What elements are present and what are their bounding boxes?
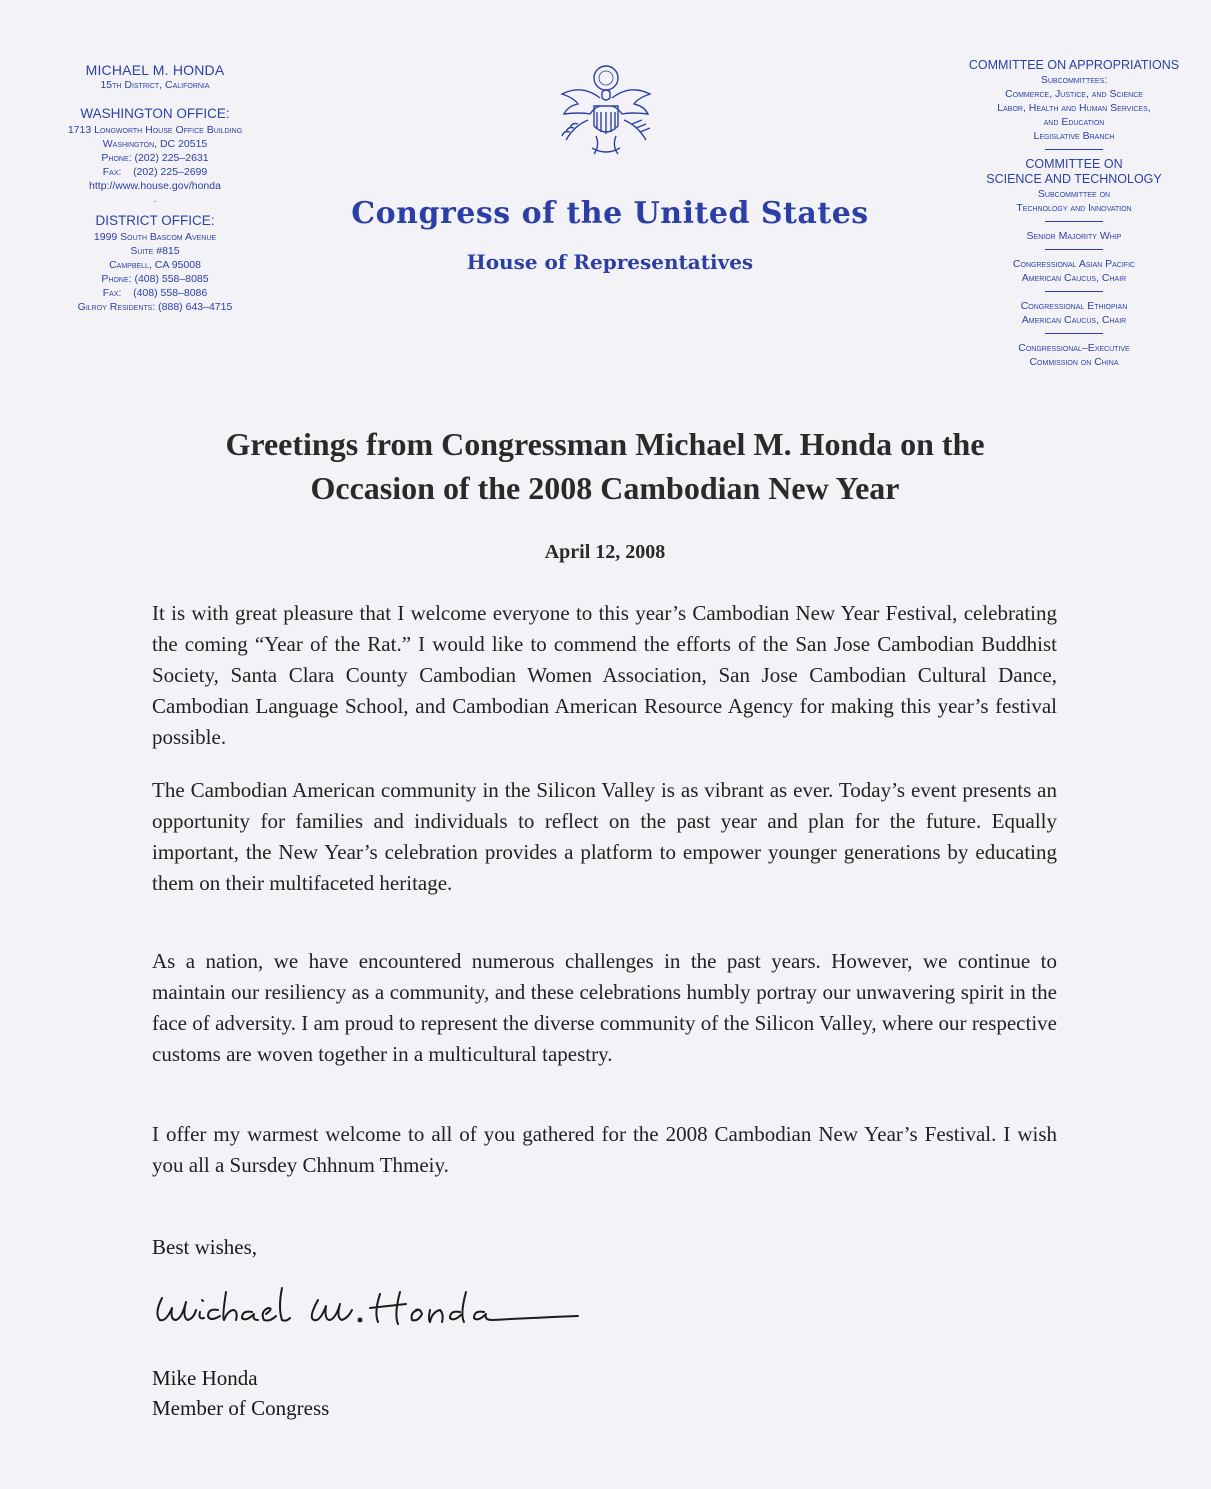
committee-sub-line: Technology and Innovation — [1016, 202, 1132, 214]
caucus-line: Congressional Ethiopian — [1020, 300, 1128, 312]
body-paragraph: The Cambodian American community in the Silicon Valley is as vibrant as ever. Today’s event presents an opportunity for families and individuals to reflect on the past year and plan for the future. Equally important, the New Year’s celebration provides a platform to empower younger generations by educating them on their multifaceted heritage. — [152, 778, 1057, 895]
district-office-heading: DISTRICT OFFICE: — [95, 213, 215, 228]
letter-headline — [100, 422, 1110, 510]
district-phone: Phone: (408) 558–8085 — [101, 273, 209, 285]
body-paragraph: I offer my warmest welcome to all of you gathered for the 2008 Cambodian New Year’s Festival. I wish you all a Sursdey Chhnum Thmeiy. — [152, 1122, 1057, 1177]
caucus-line: American Caucus, Chair — [1021, 272, 1127, 284]
headline-line: Occasion of the 2008 Cambodian New Year — [310, 470, 900, 506]
washington-fax: Fax: (202) 225–2699 — [102, 166, 208, 178]
caucus-line: American Caucus, Chair — [1021, 314, 1127, 326]
district-address-line: Suite #815 — [130, 245, 180, 257]
signer-name: Mike Honda — [152, 1366, 258, 1390]
member-contact-block — [30, 62, 280, 314]
committee-sub-line: Subcommittees: — [1040, 74, 1108, 86]
committee-sub-line: and Education — [1043, 116, 1105, 128]
washington-office-heading: WASHINGTON OFFICE: — [80, 106, 230, 121]
signer-block — [152, 1363, 329, 1423]
district-address-line: Campbell, CA 95008 — [109, 259, 201, 271]
congress-title: Congress of the United States — [351, 196, 869, 231]
committee-sub-line: Legislative Branch — [1033, 130, 1115, 142]
committee-sub-line: Subcommittee on — [1037, 188, 1111, 200]
washington-address-line: Washington, DC 20515 — [102, 138, 208, 150]
committee-sub-line: Labor, Health and Human Services, — [997, 102, 1151, 114]
committee-science-line: SCIENCE AND TECHNOLOGY — [986, 172, 1162, 186]
divider — [1045, 149, 1103, 150]
member-district: 15th District, California — [100, 79, 210, 91]
commission-line: Congressional–Executive — [1018, 342, 1130, 354]
body-paragraph: As a nation, we have encountered numerous challenges in the past years. However, we continue to maintain our resiliency as a community, and these celebrations humbly portray our unwavering spirit in the face of adversity. I am proud to represent the diverse community of the Silicon Valley, where our respective customs are woven together in a multicultural tapestry. — [152, 949, 1057, 1066]
commission-line: Commission on China — [1029, 356, 1119, 368]
washington-address-line: 1713 Longworth House Office Building — [67, 124, 243, 136]
divider — [1045, 333, 1103, 334]
body-paragraph: It is with great pleasure that I welcome everyone to this year’s Cambodian New Year Festival, celebrating the coming “Year of the Rat.” I would like to commend the efforts of the San Jose Cambodian Buddhist Society, Santa Clara County Cambodian Women Association, San Jose Cambodian Cultural Dance, Cambodian Language School, and Cambodian American Resource Agency for making this year’s festival possible. — [152, 601, 1057, 749]
district-address-line: 1999 South Bascom Avenue — [93, 231, 217, 243]
separator-dot: · — [153, 196, 157, 207]
closing-salutation: Best wishes, — [152, 1235, 257, 1259]
handwritten-signature — [148, 1278, 588, 1348]
letter-date: April 12, 2008 — [544, 541, 666, 563]
district-fax: Fax: (408) 558–8086 — [102, 287, 208, 299]
senior-majority-whip: Senior Majority Whip — [1026, 230, 1122, 242]
caucus-line: Congressional Asian Pacific — [1012, 258, 1136, 270]
divider — [1045, 249, 1103, 250]
divider — [1045, 221, 1103, 222]
divider — [1045, 291, 1103, 292]
committee-sub-line: Commerce, Justice, and Science — [1005, 88, 1143, 100]
washington-phone: Phone: (202) 225–2631 — [101, 152, 209, 164]
committee-science-line: COMMITTEE ON — [1025, 157, 1123, 171]
gilroy-phone: Gilroy Residents: (888) 643–4715 — [77, 301, 233, 313]
headline-line: Greetings from Congressman Michael M. Honda on the — [225, 426, 985, 462]
committee-appropriations: COMMITTEE ON APPROPRIATIONS — [968, 58, 1180, 72]
great-seal-eagle-icon — [552, 62, 660, 162]
website-url: http://www.house.gov/honda — [89, 180, 221, 192]
committee-block — [950, 58, 1198, 369]
house-title: House of Representatives — [466, 250, 754, 274]
signer-title: Member of Congress — [152, 1396, 330, 1420]
member-name: MICHAEL M. HONDA — [85, 62, 225, 78]
